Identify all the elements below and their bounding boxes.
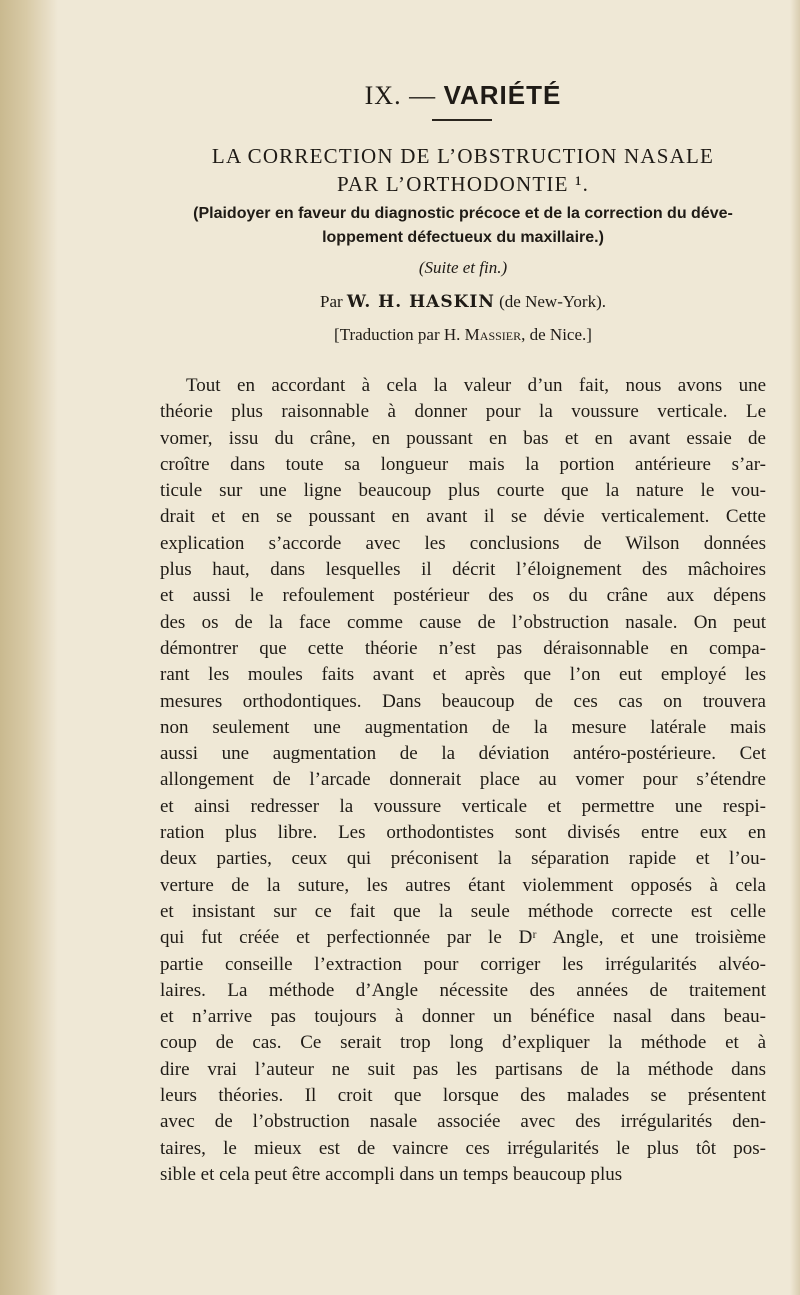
article-title-line-2: PAR L’ORTHODONTIE ¹. <box>336 172 590 196</box>
body-line: partie conseille l’extraction pour corriger les irrégularités alvéo- <box>160 953 766 975</box>
section-heading <box>160 80 766 111</box>
body-line: mesures orthodontiques. Dans beaucoup de ces cas on trouvera <box>160 690 766 712</box>
article-subtitle-line-2: loppement défectueux du maxillaire.) <box>322 229 604 246</box>
body-line: croître dans toute sa longueur mais la portion antérieure s’ar- <box>160 453 766 475</box>
body-line: avec de l’obstruction nasale associée avec des irrégularités den- <box>160 1111 766 1133</box>
body-line: dire vrai l’auteur ne suit pas les partisans de la méthode dans <box>160 1058 766 1080</box>
body-line: drait et en se poussant en avant il se dévie verticalement. Cette <box>160 506 766 528</box>
body-line: laires. La méthode d’Angle nécessite des années de traitement <box>160 979 766 1001</box>
author-line <box>160 292 766 312</box>
author-prefix: Par <box>319 292 343 311</box>
page-binding-gutter <box>0 0 58 1295</box>
body-line: deux parties, ceux qui préconisent la séparation rapide et l’ou- <box>160 848 766 870</box>
body-line: et n’arrive pas toujours à donner un bénéfice nasal dans beau- <box>160 1006 766 1028</box>
body-line: vomer, issu du crâne, en poussant en bas et en avant essaie de <box>160 427 766 449</box>
body-line: sible et cela peut être accompli dans un temps beaucoup plus <box>160 1163 623 1185</box>
body-line: verture de la suture, les autres étant violemment opposés à cela <box>160 874 766 896</box>
author-location: (de New-York). <box>499 292 607 311</box>
translator-name: Massier <box>464 325 522 344</box>
body-line: allongement de l’arcade donnerait place au vomer pour s’étendre <box>160 769 766 791</box>
body-line: et aussi le refoulement postérieur des os du crâne aux dépens <box>160 585 766 607</box>
page-right-edge <box>790 0 800 1295</box>
body-paragraph <box>160 373 766 1188</box>
body-line: démontrer que cette théorie n’est pas déraisonnable en compa- <box>160 637 766 659</box>
document-page <box>160 0 766 1295</box>
author-name: W. H. HASKIN <box>346 292 495 312</box>
body-line: leurs théories. Il croit que lorsque des malades se présentent <box>160 1085 766 1107</box>
translator-line <box>160 325 766 345</box>
body-line: théorie plus raisonnable à donner pour la voussure verticale. Le <box>160 401 766 423</box>
body-line: des os de la face comme cause de l’obstruction nasale. On peut <box>160 611 766 633</box>
body-line: ration plus libre. Les orthodontistes sont divisés entre eux en <box>160 822 766 844</box>
body-line: plus haut, dans lesquelles il décrit l’éloignement des mâchoires <box>160 559 766 581</box>
body-line: rant les moules faits avant et après que l’on eut employé les <box>160 664 766 686</box>
body-line: et ainsi redresser la voussure verticale et permettre une respi- <box>160 795 766 817</box>
translator-prefix: [Traduction par H. <box>334 325 461 344</box>
section-title: VARIÉTÉ <box>443 80 562 110</box>
body-line: qui fut créée et perfectionnée par le Dʳ Angle, et une troisième <box>160 927 766 949</box>
body-line: Tout en accordant à cela la valeur d’un fait, nous avons une <box>186 375 766 396</box>
body-line: et insistant sur ce fait que la seule méthode correcte est celle <box>160 900 766 922</box>
body-line: ticule sur une ligne beaucoup plus courte que la nature le vou- <box>160 480 766 502</box>
body-line: coup de cas. Ce serait trop long d’expliquer la méthode et à <box>160 1032 766 1054</box>
body-line: aussi une augmentation de la déviation antéro-postérieure. Cet <box>160 743 766 765</box>
body-line: non seulement une augmentation de la mesure latérale mais <box>160 716 766 738</box>
body-line: explication s’accorde avec les conclusions de Wilson données <box>160 532 766 554</box>
article-title-line-1: LA CORRECTION DE L’OBSTRUCTION NASALE <box>211 144 715 168</box>
continuation-note: (Suite et fin.) <box>418 258 508 277</box>
section-number: IX. — <box>364 81 437 110</box>
translator-location: , de Nice.] <box>521 325 592 344</box>
heading-rule <box>432 119 492 121</box>
article-subtitle-line-1: (Plaidoyer en faveur du diagnostic précoce et de la correction du déve- <box>193 205 733 222</box>
body-line: taires, le mieux est de vaincre ces irrégularités le plus tôt pos- <box>160 1137 766 1159</box>
